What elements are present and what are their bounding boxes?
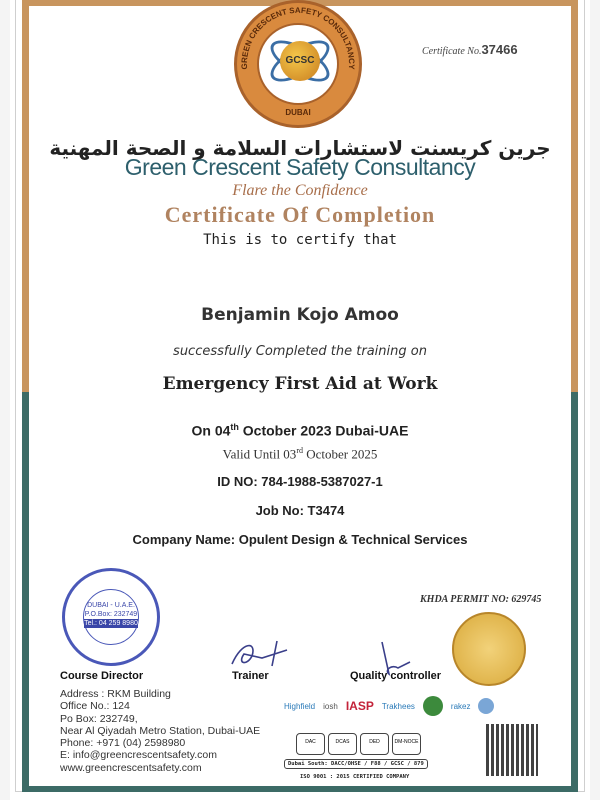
approval-box: DCAS (328, 733, 357, 755)
certify-text: This is to certify that (203, 232, 397, 248)
date-prefix: On 04 (191, 422, 231, 439)
svg-text:GREEN CRESCENT SAFETY CONSULTA (240, 6, 356, 71)
stamp-tel: Tel.: 04 259 8980 (84, 620, 138, 627)
first-aid-logo-icon (423, 696, 443, 716)
stamp-line: DUBAI - U.A.E. (87, 602, 135, 609)
approval-box: DAC (296, 733, 325, 755)
job-number: Job No: T3474 (255, 503, 345, 518)
date-suffix: th (230, 422, 239, 432)
approval-box: DED (360, 733, 389, 755)
trainer-signature (222, 636, 292, 672)
company-name-heading: Green Crescent Safety Consultancy (124, 154, 476, 180)
certificate-number-value: 37466 (481, 42, 518, 57)
valid-suffix: rd (296, 446, 303, 455)
certificate-number (422, 42, 518, 57)
approval-box: DM-NOCE (392, 733, 421, 755)
company-stamp (62, 568, 160, 666)
recipient-name: Benjamin Kojo Amoo (201, 305, 399, 325)
iosh-logo: iosh (323, 701, 338, 711)
address-line: Po Box: 232749, (60, 712, 138, 725)
iso-cert: ISO 9001 : 2015 CERTIFIED COMPANY (300, 774, 410, 780)
address-line: Address : RKM Building (60, 688, 171, 700)
border-bottom (22, 786, 578, 792)
trainer-label: Trainer (232, 670, 269, 682)
logo-bottom: DUBAI (285, 108, 311, 117)
rakez-logo: rakez (450, 701, 471, 711)
logo-text: GREEN CRESCENT SAFETY CONSULTANCY (239, 5, 357, 70)
gold-seal (452, 612, 526, 686)
logo-center: GCSC (280, 41, 320, 81)
trakhees-logo: Trakhees (381, 701, 415, 711)
logo-arc (237, 3, 359, 125)
emblem-icon (478, 698, 494, 714)
company-logo (234, 0, 362, 128)
website: www.greencrescentsafety.com (60, 761, 202, 774)
date-rest: October 2023 Dubai-UAE (238, 422, 409, 439)
quality-controller-label: Quality controller (350, 670, 442, 682)
dubai-south-ref: Dubai South: DACC/OHSE / F88 / GCSC / 879 (284, 759, 428, 769)
khda-permit: KHDA PERMIT NO: 629745 (420, 594, 542, 605)
company-name: Company Name: Opulent Design & Technical Services (132, 532, 468, 547)
qr-code[interactable] (486, 724, 538, 776)
stamp-line: P.O.Box: 232749 (84, 611, 138, 618)
highfield-logo: Highfield (284, 701, 316, 711)
iasp-logo: IASP (345, 699, 374, 713)
certificate-number-label: Certificate No. (422, 46, 482, 57)
phone: Phone: +971 (04) 2598980 (60, 737, 186, 750)
certificate-title: Certificate Of Completion (164, 202, 436, 227)
address-line: Office No.: 124 (60, 700, 130, 713)
approval-boxes (296, 733, 421, 755)
course-name: Emergency First Aid at Work (162, 374, 438, 394)
accreditation-logos (284, 696, 494, 716)
tagline: Flare the Confidence (232, 182, 368, 199)
completed-text: successfully Completed the training on (173, 344, 427, 359)
address-line: Near Al Qiyadah Metro Station, Dubai-UAE (60, 724, 261, 737)
id-number: ID NO: 784-1988-5387027-1 (217, 474, 383, 489)
valid-rest: October 2025 (302, 446, 378, 462)
valid-prefix: Valid Until 03 (222, 446, 297, 462)
address-block (60, 688, 260, 774)
course-director-label: Course Director (60, 670, 144, 682)
email: E: info@greencrescentsafety.com (60, 749, 217, 762)
valid-until (0, 446, 600, 462)
arabic-name: جرين كريسنت لاستشارات السلامة و الصحة المهنية (49, 136, 551, 160)
course-date (0, 422, 600, 439)
